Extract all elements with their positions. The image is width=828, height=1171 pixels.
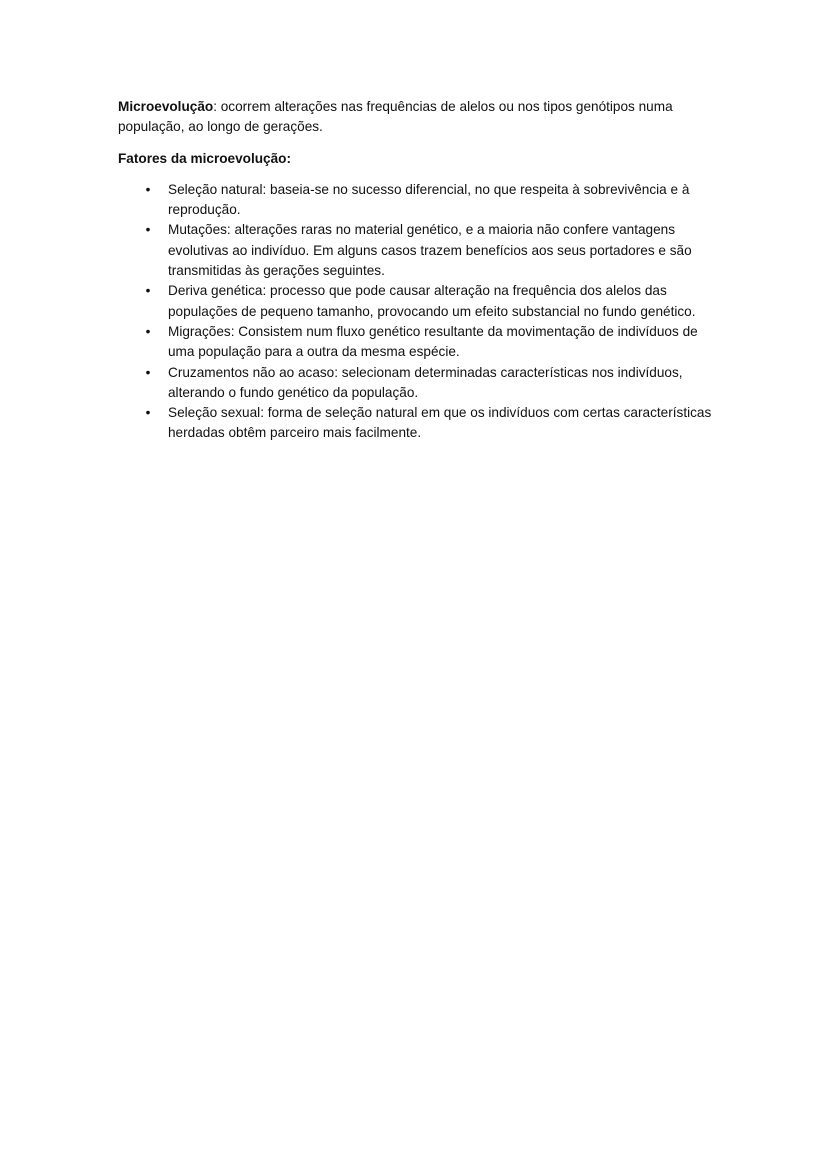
bullet-icon: •: [145, 323, 151, 339]
list-item: [118, 403, 718, 444]
bullet-icon: •: [145, 364, 151, 380]
intro-paragraph: [118, 97, 718, 138]
bullet-icon: •: [145, 181, 151, 197]
factor-text: Cruzamentos não ao acaso: selecionam determinadas características nos indivíduos, alterando o fundo genético da população.: [168, 364, 683, 400]
list-item: [118, 180, 718, 221]
factors-heading: Fatores da microevolução:: [118, 150, 291, 166]
factor-text: Deriva genética: processo que pode causar alteração na frequência dos alelos das populações de pequeno tamanho, provocando um efeito substancial no fundo genético.: [168, 283, 696, 319]
bullet-icon: •: [145, 283, 151, 299]
factor-text: Seleção sexual: forma de seleção natural em que os indivíduos com certas características herdadas obtêm parceiro mais facilmente.: [168, 405, 712, 441]
factor-text: Seleção natural: baseia-se no sucesso diferencial, no que respeita à sobrevivência e à reprodução.: [168, 181, 690, 218]
bullet-icon: •: [145, 222, 151, 238]
document-body: [118, 97, 718, 444]
list-item: [118, 220, 718, 281]
intro-text: : ocorrem alterações nas frequências de alelos ou nos tipos genótipos numa população, ao longo de gerações.: [118, 99, 673, 135]
bullet-icon: •: [145, 405, 151, 421]
factor-text: Migrações: Consistem num fluxo genético resultante da movimentação de indivíduos de uma população para a outra da mesma espécie.: [168, 323, 698, 360]
factor-list: [118, 180, 718, 444]
factor-text: Mutações: alterações raras no material genético, e a maioria não confere vantagens evolutivas ao indivíduo. Em alguns casos trazem benefícios aos seus portadores e são transmitidas às gerações seguintes.: [168, 222, 692, 279]
list-item: [118, 363, 718, 404]
intro-term: Microevolução: [118, 99, 214, 114]
list-item: [118, 322, 718, 363]
list-item: [118, 281, 718, 322]
